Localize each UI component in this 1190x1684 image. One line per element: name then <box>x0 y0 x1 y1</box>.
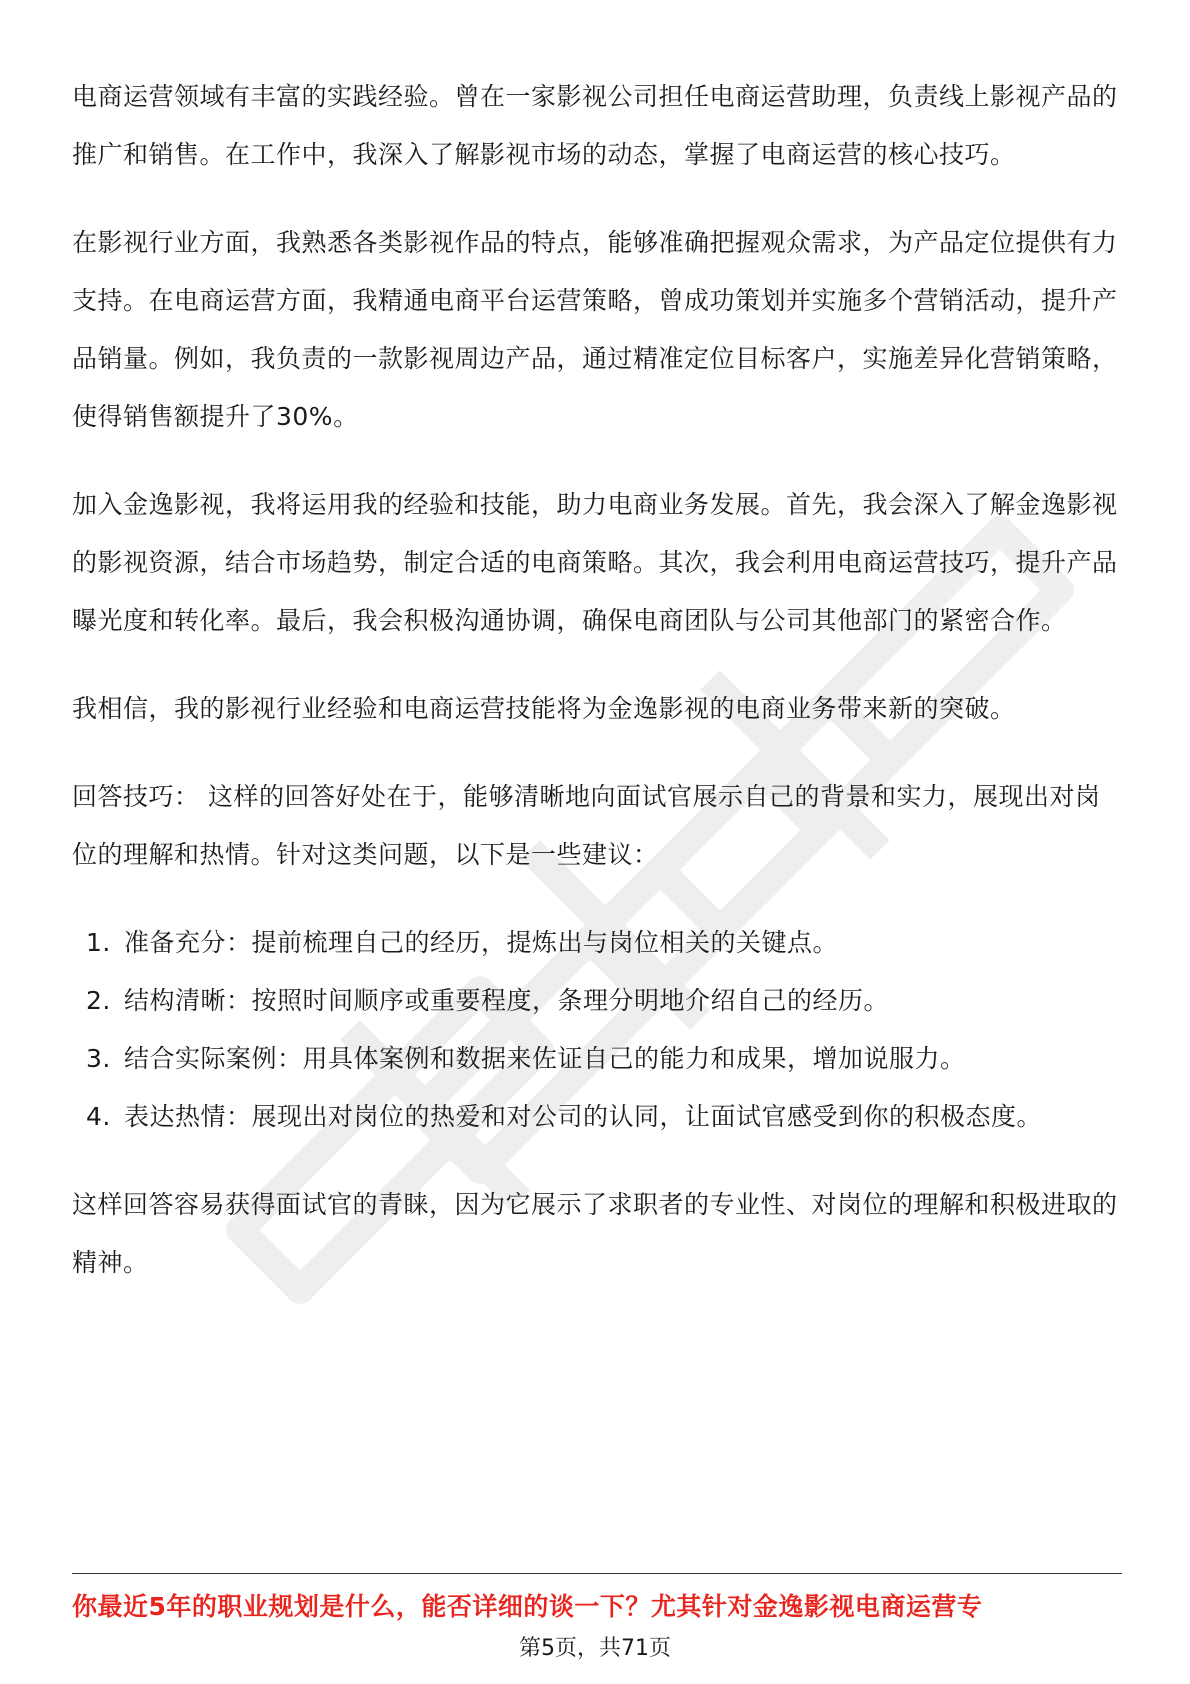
list-item-number: 4. <box>86 1102 111 1131</box>
paragraph-industry-skills: 在影视行业方面，我熟悉各类影视作品的特点，能够准确把握观众需求，为产品定位提供有力支持。在电商运营方面，我精通电商平台运营策略，曾成功策划并实施多个营销活动，提升产品销量。例如，我负责的一款影视周边产品，通过精准定位目标客户，实施差异化营销策略，使得销售额提升了30%。 <box>72 228 1118 431</box>
footer-divider <box>72 1573 1122 1574</box>
list-item-number: 1. <box>86 928 111 957</box>
list-item-number: 3. <box>86 1044 111 1073</box>
list-item <box>72 972 1122 1030</box>
paragraph-answer-tips: 回答技巧： 这样的回答好处在于，能够清晰地向面试官展示自己的背景和实力，展现出对岗位的理解和热情。针对这类问题，以下是一些建议： <box>72 782 1101 869</box>
list-item-text: 结构清晰：按照时间顺序或重要程度，条理分明地介绍自己的经历。 <box>124 986 890 1015</box>
list-item <box>72 1088 1122 1146</box>
paragraph-join-plan: 加入金逸影视，我将运用我的经验和技能，助力电商业务发展。首先，我会深入了解金逸影视的影视资源，结合市场趋势，制定合适的电商策略。其次，我会利用电商运营技巧，提升产品曝光度和转化率。最后，我会积极沟通协调，确保电商团队与公司其他部门的紧密合作。 <box>72 490 1118 635</box>
paragraph-closing: 这样回答容易获得面试官的青睐，因为它展示了求职者的专业性、对岗位的理解和积极进取的精神。 <box>72 1190 1118 1277</box>
list-item-number: 2. <box>86 986 111 1015</box>
list-item <box>72 914 1122 972</box>
next-question-heading: 你最近5年的职业规划是什么，能否详细的谈一下？尤其针对金逸影视电商运营专 <box>72 1592 983 1621</box>
document-body <box>72 68 1122 1322</box>
list-item-text: 准备充分：提前梳理自己的经历，提炼出与岗位相关的关键点。 <box>124 928 839 957</box>
paragraph-belief: 我相信，我的影视行业经验和电商运营技能将为金逸影视的电商业务带来新的突破。 <box>72 694 1016 723</box>
list-item-text: 结合实际案例：用具体案例和数据来佐证自己的能力和成果，增加说服力。 <box>124 1044 966 1073</box>
list-item <box>72 1030 1122 1088</box>
list-item-text: 表达热情：展现出对岗位的热爱和对公司的认同，让面试官感受到你的积极态度。 <box>124 1102 1043 1131</box>
tips-list <box>72 914 1122 1146</box>
page-number: 第5页，共71页 <box>519 1636 671 1661</box>
paragraph-experience: 电商运营领域有丰富的实践经验。曾在一家影视公司担任电商运营助理，负责线上影视产品的推广和销售。在工作中，我深入了解影视市场的动态，掌握了电商运营的核心技巧。 <box>72 82 1118 169</box>
